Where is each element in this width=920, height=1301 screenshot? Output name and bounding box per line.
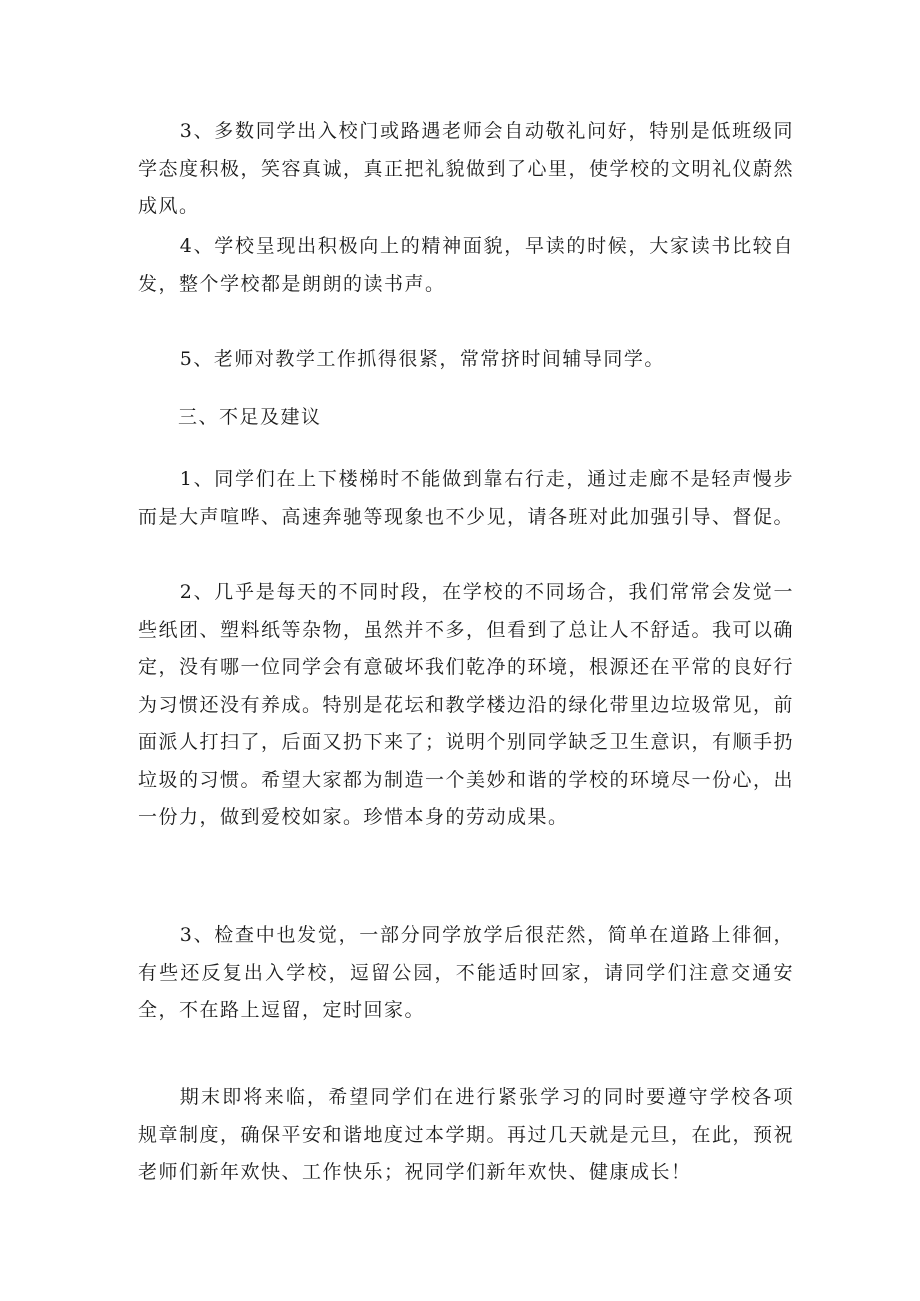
suggestion-item-1: 1、同学们在上下楼梯时不能做到靠右行走，通过走廊不是轻声慢步而是大声喧哗、高速奔驰等现象也不少见，请各班对此加强引导、督促。 <box>138 468 795 528</box>
paragraph-item-4: 4、学校呈现出积极向上的精神面貌，早读的时候，大家读书比较自发，整个学校都是朗朗的读书声。 <box>138 235 794 295</box>
paragraph-item-5: 5、老师对教学工作抓得很紧，常常挤时间辅导同学。 <box>179 348 665 370</box>
suggestion-item-2: 2、几乎是每天的不同时段，在学校的不同场合，我们常常会发觉一些纸团、塑料纸等杂物，虽然并不多，但看到了总让人不舒适。我可以确定，没有哪一位同学会有意破坏我们乾净的环境，根源还在平常的良好行为习惯还没有养成。特别是花坛和教学楼边沿的绿化带里边垃圾常见，前面派人打扫了，后面又扔下来了；说明个别同学缺乏卫生意识，有顺手扔垃圾的习惯。希望大家都为制造一个美妙和谐的学校的环境尽一份心，出一份力，做到爱校如家。珍惜本身的劳动成果。 <box>138 581 795 828</box>
closing-paragraph: 期末即将来临，希望同学们在进行紧张学习的同时要遵守学校各项规章制度，确保平安和谐地度过本学期。再过几天就是元旦，在此，预祝老师们新年欢快、工作快乐；祝同学们新年欢快、健康成长！ <box>138 1086 795 1183</box>
paragraph-item-3: 3、多数同学出入校门或路遇老师会自动敬礼问好，特别是低班级同学态度积极，笑容真诚，真正把礼貌做到了心里，使学校的文明礼仪蔚然成风。 <box>138 120 795 217</box>
suggestion-item-3: 3、检查中也发觉，一部分同学放学后很茫然，简单在道路上徘徊，有些还反复出入学校，逗留公园，不能适时回家，请同学们注意交通安全，不在路上逗留，定时回家。 <box>138 924 794 1021</box>
section-heading: 三、不足及建议 <box>178 406 322 428</box>
